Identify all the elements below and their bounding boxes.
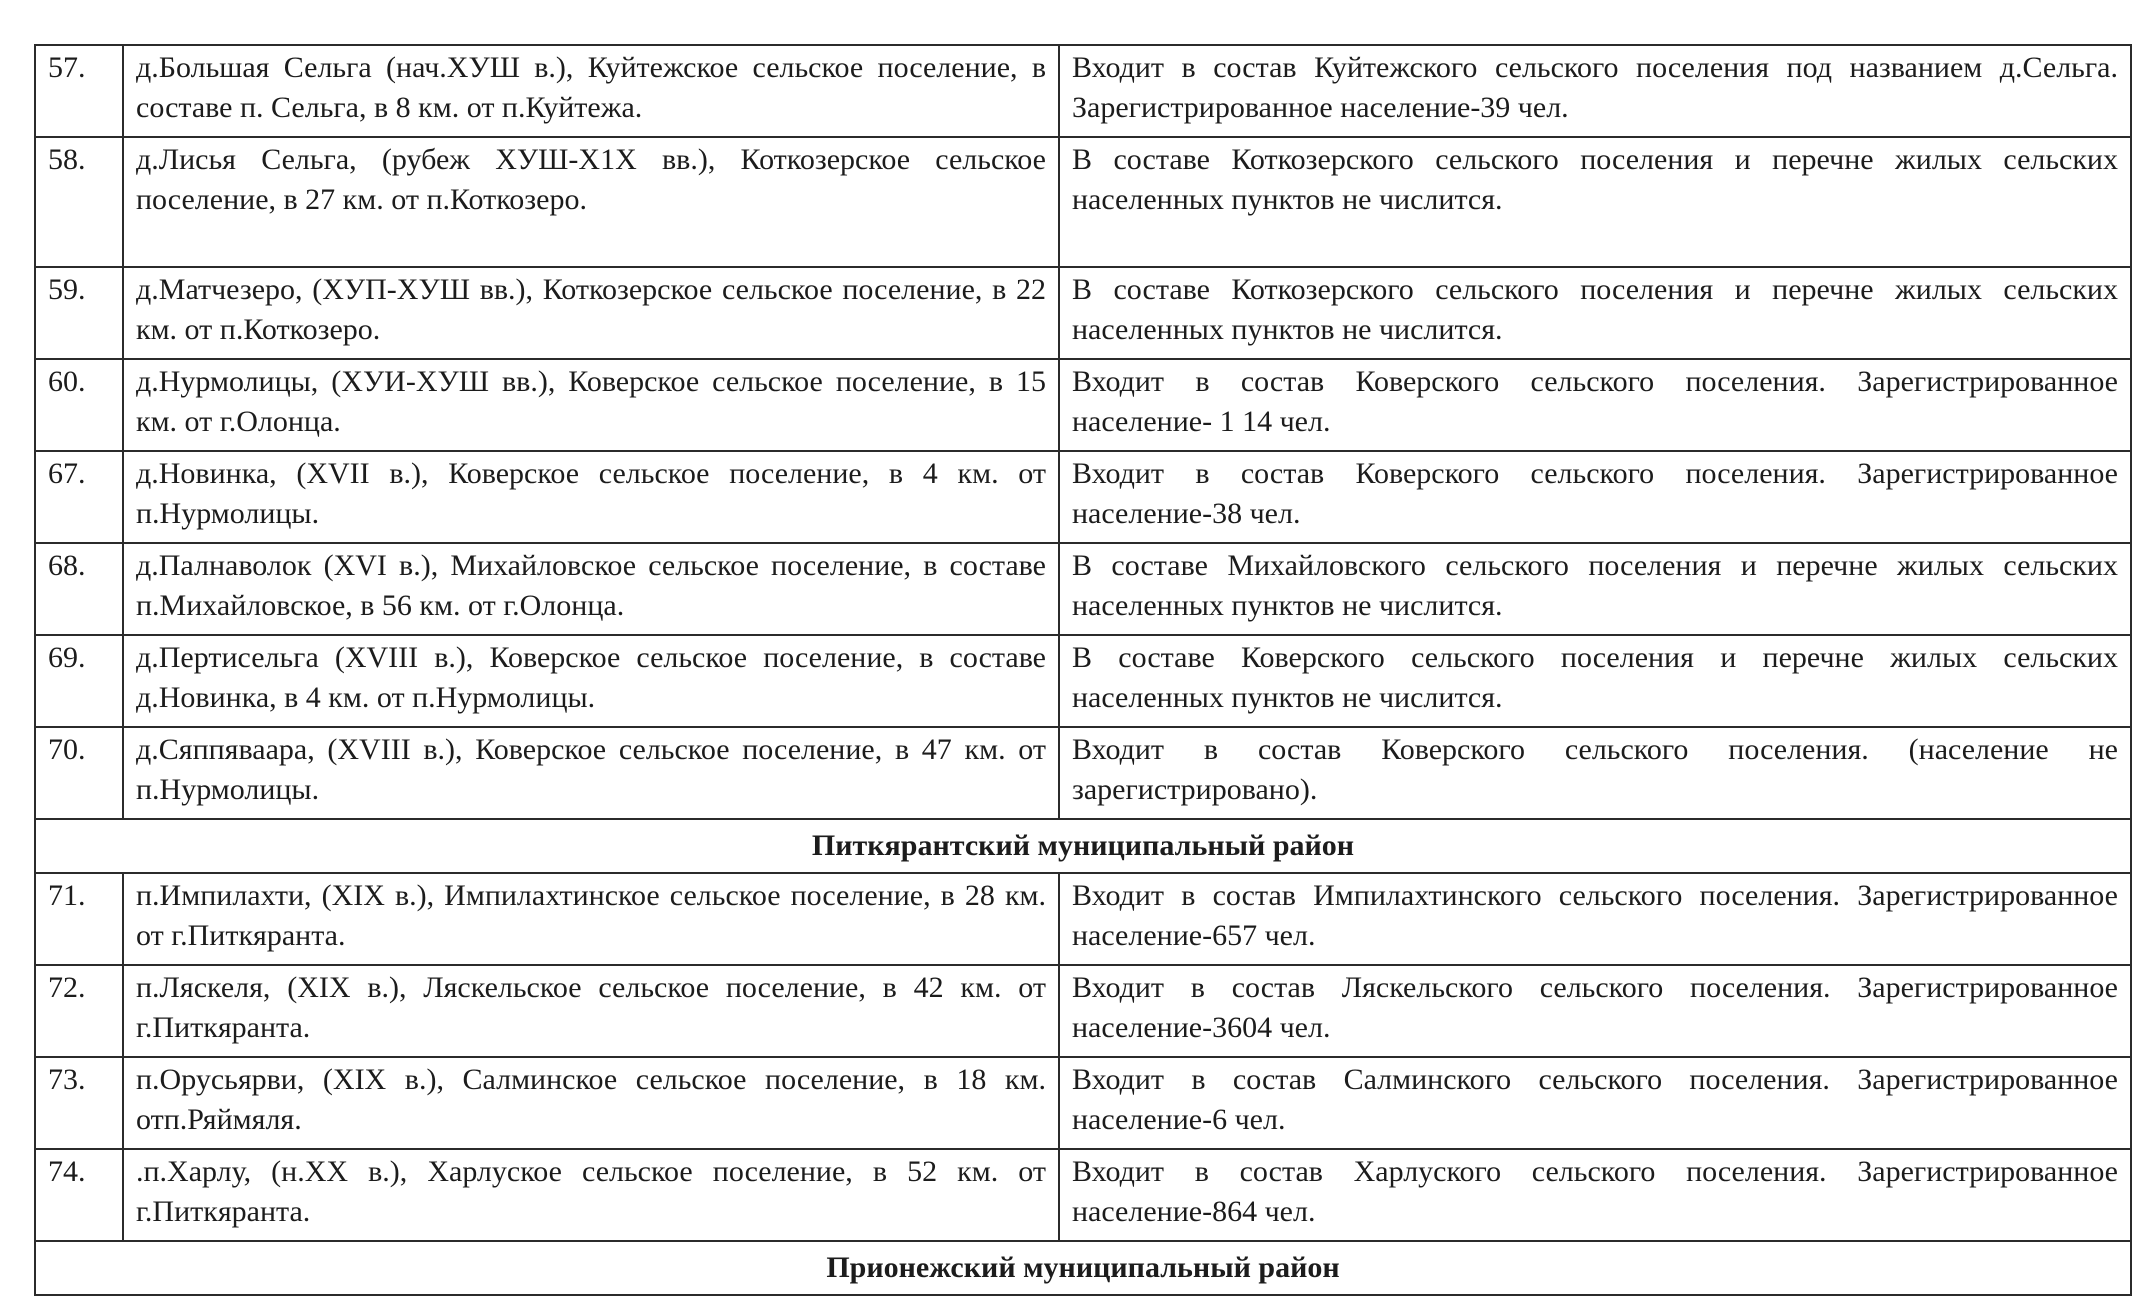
table-row [35, 1149, 2131, 1241]
table-row [35, 965, 2131, 1057]
settlements-table-body [35, 45, 2131, 1295]
settlement-description: д.Лисья Сельга, (рубеж ХУШ-Х1Х вв.), Коткозерское сельское поселение, в 27 км. от п.Коткозеро. [123, 137, 1059, 267]
settlement-status: В составе Коткозерского сельского поселения и перечне жилых сельских населенных пунктов не числится. [1059, 137, 2131, 267]
row-number: 68. [35, 543, 123, 635]
settlement-description: д.Нурмолицы, (ХУИ-ХУШ вв.), Коверское сельское поселение, в 15 км. от г.Олонца. [123, 359, 1059, 451]
settlement-description: д.Палнаволок (XVI в.), Михайловское сельское поселение, в составе п.Михайловское, в 56 км. от г.Олонца. [123, 543, 1059, 635]
table-row [35, 635, 2131, 727]
settlement-status: В составе Коверского сельского поселения и перечне жилых сельских населенных пунктов не числится. [1059, 635, 2131, 727]
row-number: 73. [35, 1057, 123, 1149]
settlement-status: Входит в состав Коверского сельского поселения. (население не зарегистрировано). [1059, 727, 2131, 819]
table-row [35, 137, 2131, 267]
settlement-status: Входит в состав Импилахтинского сельского поселения. Зарегистрированное население-657 чел. [1059, 873, 2131, 965]
settlements-table [34, 44, 2132, 1296]
district-header-row [35, 1241, 2131, 1295]
table-row [35, 727, 2131, 819]
row-number: 59. [35, 267, 123, 359]
settlement-status: Входит в состав Куйтежского сельского поселения под названием д.Сельга. Зарегистрированное население-39 чел. [1059, 45, 2131, 137]
table-row [35, 451, 2131, 543]
row-number: 69. [35, 635, 123, 727]
settlement-status: Входит в состав Харлуского сельского поселения. Зарегистрированное население-864 чел. [1059, 1149, 2131, 1241]
settlement-status: Входит в состав Салминского сельского поселения. Зарегистрированное население-6 чел. [1059, 1057, 2131, 1149]
district-header-row [35, 819, 2131, 873]
settlement-description: п.Ляскеля, (XIX в.), Ляскельское сельское поселение, в 42 км. от г.Питкяранта. [123, 965, 1059, 1057]
settlement-description: д.Новинка, (XVII в.), Коверское сельское поселение, в 4 км. от п.Нурмолицы. [123, 451, 1059, 543]
settlement-description: д.Матчезеро, (ХУП-ХУШ вв.), Коткозерское сельское поселение, в 22 км. от п.Коткозеро. [123, 267, 1059, 359]
settlement-description: д.Большая Сельга (нач.ХУШ в.), Куйтежское сельское поселение, в составе п. Сельга, в 8 км. от п.Куйтежа. [123, 45, 1059, 137]
row-number: 67. [35, 451, 123, 543]
settlement-status: Входит в состав Коверского сельского поселения. Зарегистрированное население- 1 14 чел. [1059, 359, 2131, 451]
district-header: Питкярантский муниципальный район [35, 819, 2131, 873]
table-row [35, 267, 2131, 359]
row-number: 60. [35, 359, 123, 451]
row-number: 57. [35, 45, 123, 137]
settlement-status: В составе Коткозерского сельского поселения и перечне жилых сельских населенных пунктов не числится. [1059, 267, 2131, 359]
settlement-description: п.Импилахти, (XIX в.), Импилахтинское сельское поселение, в 28 км. от г.Питкяранта. [123, 873, 1059, 965]
settlement-description: .п.Харлу, (н.XX в.), Харлуское сельское поселение, в 52 км. от г.Питкяранта. [123, 1149, 1059, 1241]
row-number: 72. [35, 965, 123, 1057]
table-row [35, 543, 2131, 635]
table-row [35, 1057, 2131, 1149]
row-number: 74. [35, 1149, 123, 1241]
row-number: 70. [35, 727, 123, 819]
settlement-description: д.Пертисельга (XVIII в.), Коверское сельское поселение, в составе д.Новинка, в 4 км. от п.Нурмолицы. [123, 635, 1059, 727]
settlement-status: В составе Михайловского сельского поселения и перечне жилых сельских населенных пунктов не числится. [1059, 543, 2131, 635]
table-row [35, 873, 2131, 965]
settlement-status: Входит в состав Ляскельского сельского поселения. Зарегистрированное население-3604 чел. [1059, 965, 2131, 1057]
settlement-description: п.Орусьярви, (XIX в.), Салминское сельское поселение, в 18 км. отп.Ряймяля. [123, 1057, 1059, 1149]
table-row [35, 45, 2131, 137]
settlement-description: д.Сяппяваара, (XVIII в.), Коверское сельское поселение, в 47 км. от п.Нурмолицы. [123, 727, 1059, 819]
table-row [35, 359, 2131, 451]
district-header: Прионежский муниципальный район [35, 1241, 2131, 1295]
row-number: 71. [35, 873, 123, 965]
row-number: 58. [35, 137, 123, 267]
settlement-status: Входит в состав Коверского сельского поселения. Зарегистрированное население-38 чел. [1059, 451, 2131, 543]
